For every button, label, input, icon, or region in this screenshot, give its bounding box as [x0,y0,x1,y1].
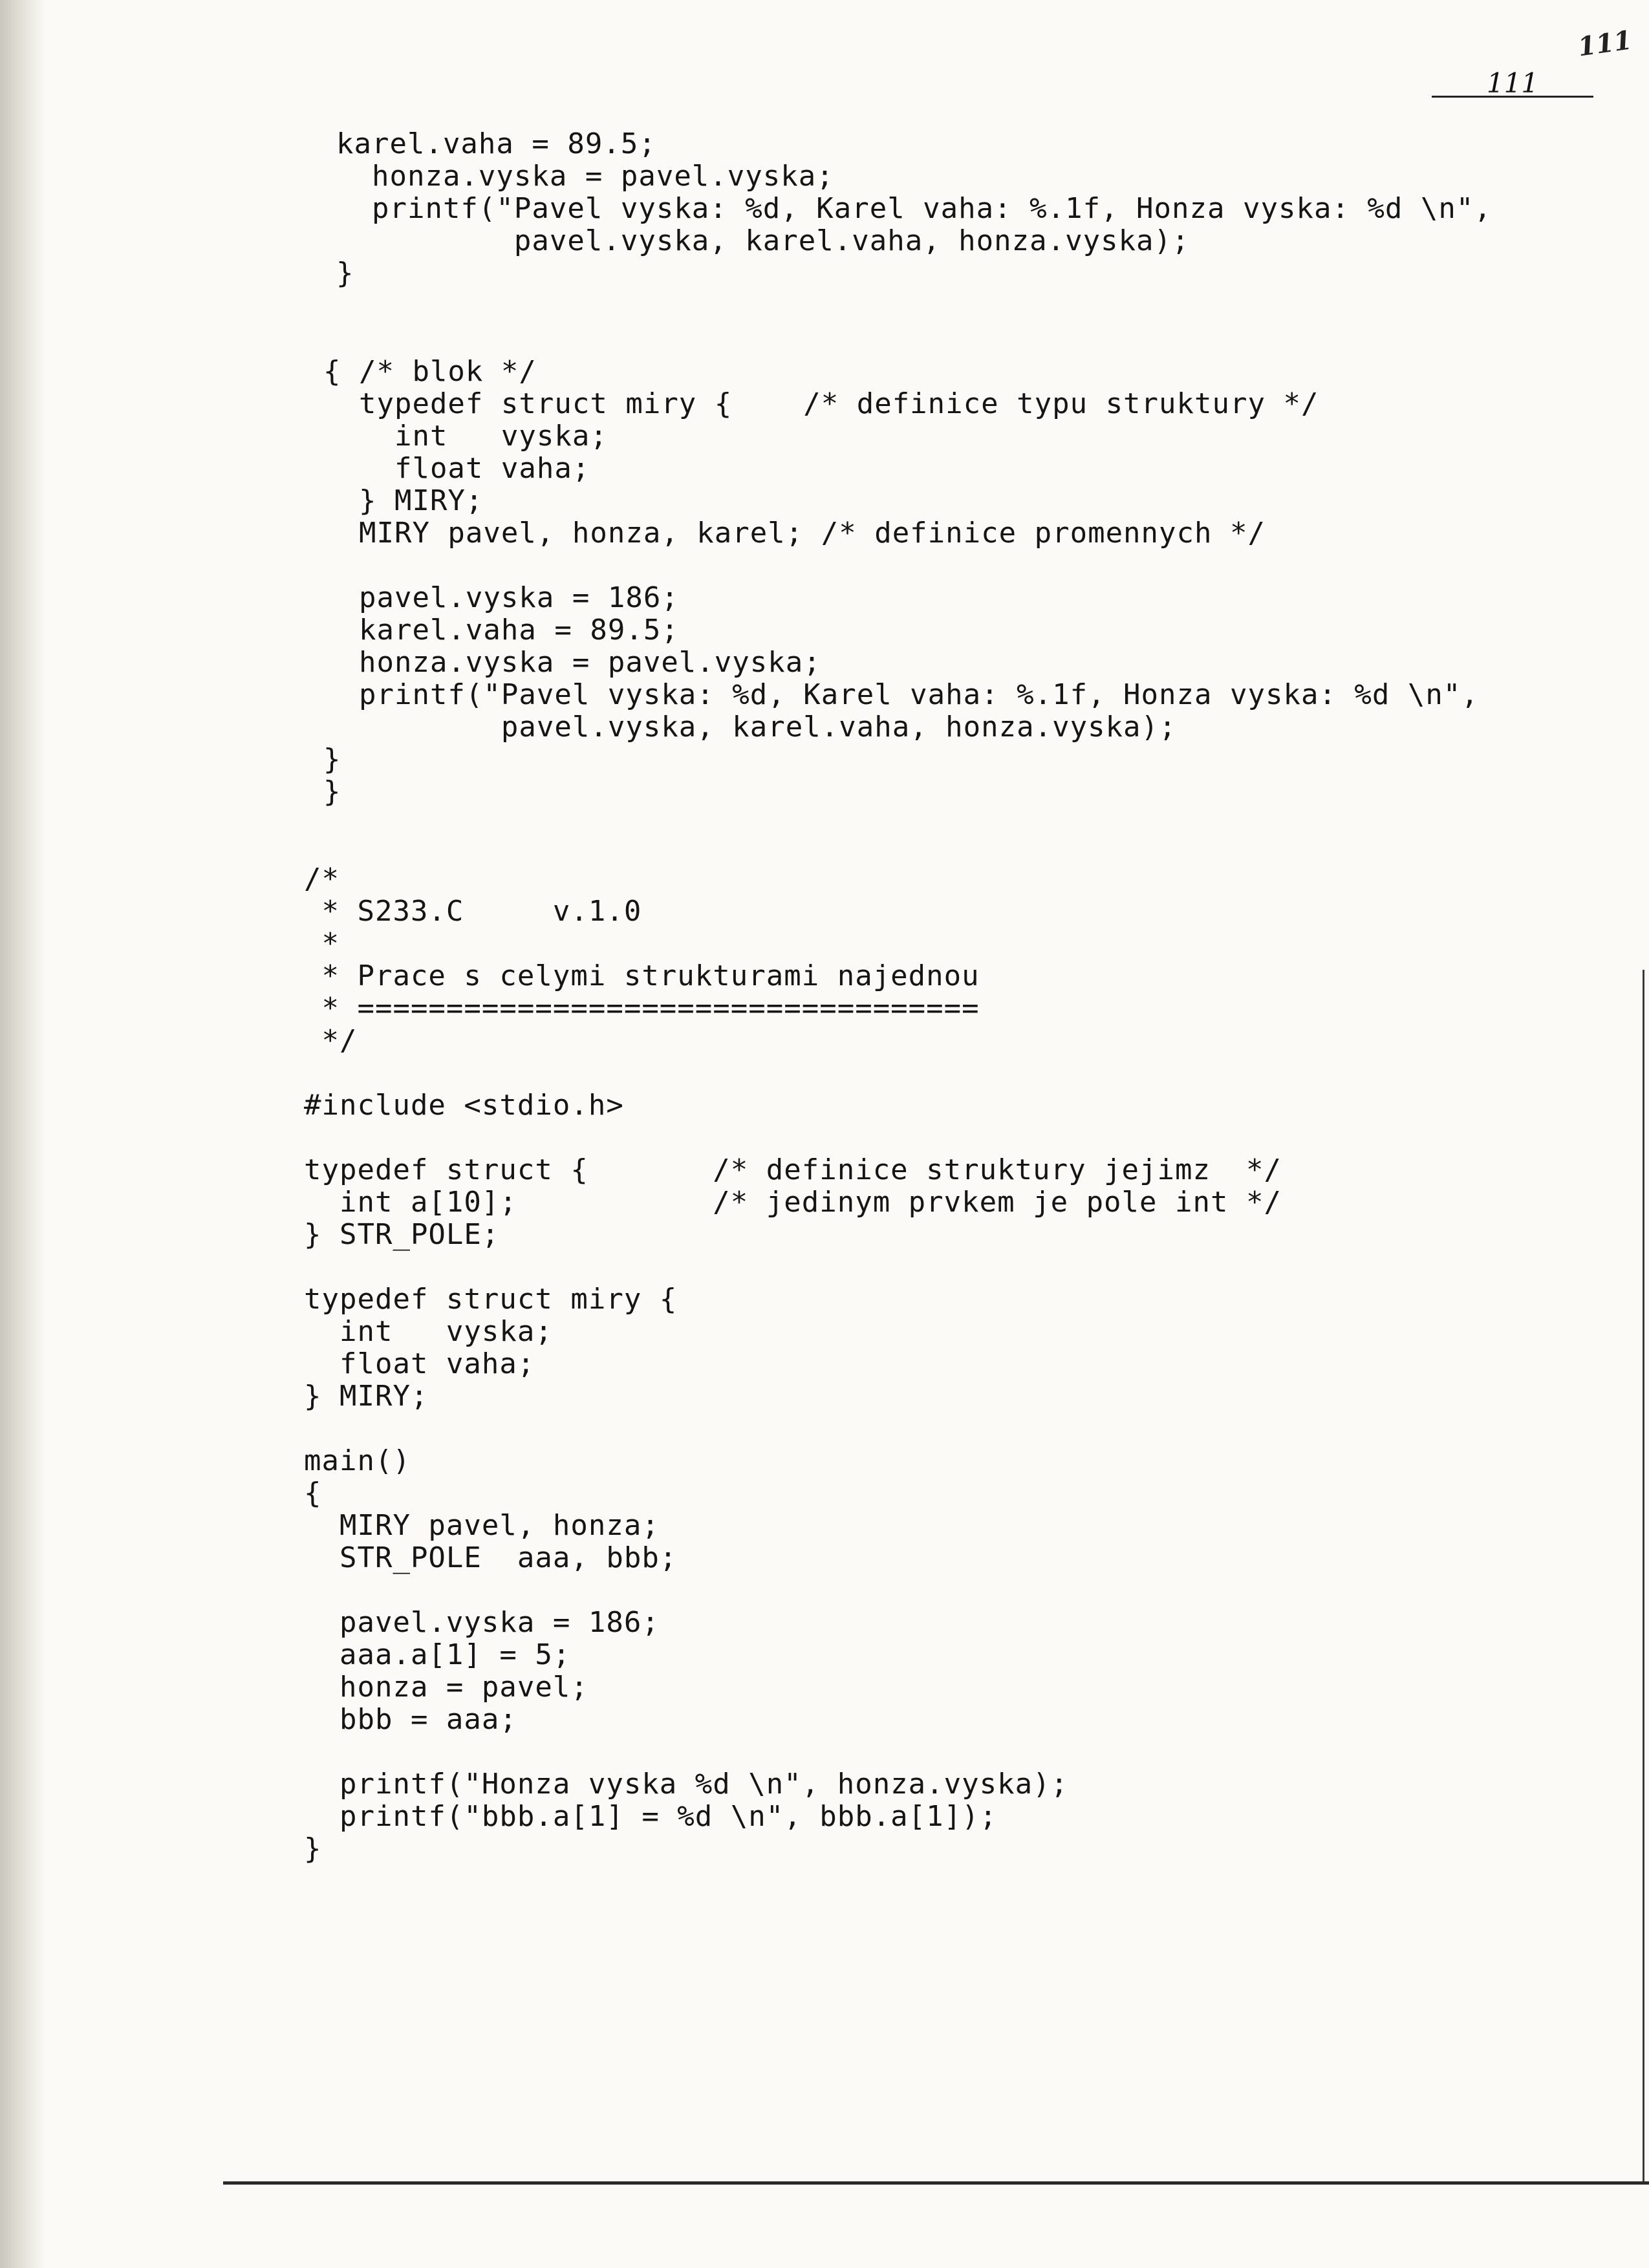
code-listing-continued: karel.vaha = 89.5; honza.vyska = pavel.vyska; printf("Pavel vyska: %d, Karel vaha: %.1f, Honza vyska: %d \n", pavel.vyska, karel.vaha, honza.vyska); } [336,127,1492,290]
page-number: 111 [1432,72,1593,98]
page-border-right [1643,970,1644,2182]
corner-page-mark: 111 [1576,25,1634,63]
page-border-bottom [223,2181,1649,2185]
scan-shadow-edge [0,0,45,2268]
code-listing-s233: /* * S233.C v.1.0 * * Prace s celymi strukturami najednou * =================================== */ #include <stdio.h> typedef struct { /* definice struktury jejimz */ int a[10]; /* jedinym prvkem je pole int */ } STR_POLE; typedef struct miry { int vyska; float vaha; } MIRY; main() { MIRY pavel, honza; STR_POLE aaa, bbb; pavel.vyska = 186; aaa.a[1] = 5; honza = pavel; bbb = aaa; printf("Honza vyska %d \n", honza.vyska); printf("bbb.a[1] = %d \n", bbb.a[1]); } [304,862,1282,1865]
code-listing-block: { /* blok */ typedef struct miry { /* definice typu struktury */ int vyska; float vaha; } MIRY; MIRY pavel, honza, karel; /* definice promennych */ pavel.vyska = 186; karel.vaha = 89.5; honza.vyska = pavel.vyska; printf("Pavel vyska: %d, Karel vaha: %.1f, Honza vyska: %d \n", pavel.vyska, karel.vaha, honza.vyska); } } [323,355,1479,808]
